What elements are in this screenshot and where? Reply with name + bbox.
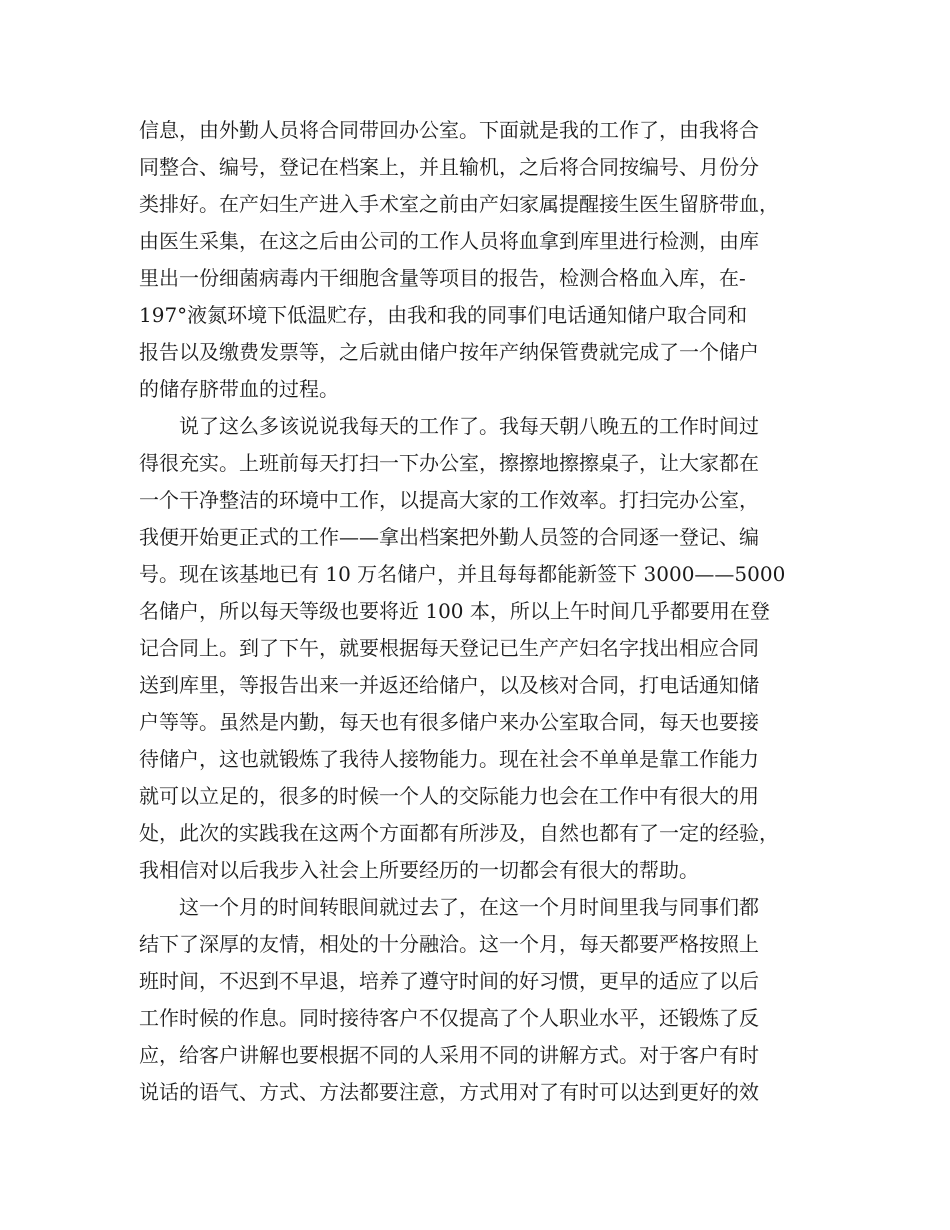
text-line: 同整合、编号，登记在档案上，并且输机，之后将合同按编号、月份分 bbox=[139, 155, 759, 179]
text-line: 户等等。虽然是内勤，每天也有很多储户来办公室取合同，每天也要接 bbox=[139, 710, 759, 734]
text-line: 待储户，这也就锻炼了我待人接物能力。现在社会不单单是靠工作能力 bbox=[139, 747, 759, 771]
text-line: 结下了深厚的友情，相处的十分融洽。这一个月，每天都要严格按照上 bbox=[139, 932, 759, 956]
paragraph-1 bbox=[139, 112, 819, 408]
text-line: 班时间，不迟到不早退，培养了遵守时间的好习惯，更早的适应了以后 bbox=[139, 969, 759, 993]
text-line: 工作时候的作息。同时接待客户不仅提高了个人职业水平，还锻炼了反 bbox=[139, 1006, 759, 1030]
text-line: 处，此次的实践我在这两个方面都有所涉及，自然也都有了一定的经验， bbox=[139, 821, 779, 845]
text-line: 号。现在该基地已有 10 万名储户，并且每每都能新签下 3000——5000 bbox=[139, 562, 786, 586]
text-line: 说了这么多该说说我每天的工作了。我每天朝八晚五的工作时间过 bbox=[179, 414, 759, 438]
paragraph-2 bbox=[139, 408, 819, 889]
text-line: 我相信对以后我步入社会上所要经历的一切都会有很大的帮助。 bbox=[139, 858, 699, 882]
text-line: 一个干净整洁的环境中工作，以提高大家的工作效率。打扫完办公室， bbox=[139, 488, 759, 512]
text-line: 记合同上。到了下午，就要根据每天登记已生产产妇名字找出相应合同 bbox=[139, 636, 759, 660]
text-line: 类排好。在产妇生产进入手术室之前由产妇家属提醒接生医生留脐带血， bbox=[139, 192, 779, 216]
text-line: 名储户，所以每天等级也要将近 100 本，所以上午时间几乎都要用在登 bbox=[139, 599, 770, 623]
text-line: 里出一份细菌病毒内干细胞含量等项目的报告，检测合格血入库，在- bbox=[139, 266, 746, 290]
text-line: 得很充实。上班前每天打扫一下办公室，擦擦地擦擦桌子，让大家都在 bbox=[139, 451, 759, 475]
body-text bbox=[139, 112, 819, 1111]
text-line: 由医生采集，在这之后由公司的工作人员将血拿到库里进行检测，由库 bbox=[139, 229, 759, 253]
paragraph-3 bbox=[139, 889, 819, 1111]
text-line: 这一个月的时间转眼间就过去了，在这一个月时间里我与同事们都 bbox=[179, 895, 759, 919]
text-line: 说话的语气、方式、方法都要注意，方式用对了有时可以达到更好的效 bbox=[139, 1080, 759, 1104]
text-line: 送到库里，等报告出来一并返还给储户，以及核对合同，打电话通知储 bbox=[139, 673, 759, 697]
text-line: 我便开始更正式的工作——拿出档案把外勤人员签的合同逐一登记、编 bbox=[139, 525, 759, 549]
text-line: 的储存脐带血的过程。 bbox=[139, 377, 339, 401]
text-line: 应，给客户讲解也要根据不同的人采用不同的讲解方式。对于客户有时 bbox=[139, 1043, 759, 1067]
text-line: 就可以立足的，很多的时候一个人的交际能力也会在工作中有很大的用 bbox=[139, 784, 759, 808]
text-line: 报告以及缴费发票等，之后就由储户按年产纳保管费就完成了一个储户 bbox=[139, 340, 759, 364]
text-line: 信息，由外勤人员将合同带回办公室。下面就是我的工作了，由我将合 bbox=[139, 118, 759, 142]
text-line: 197°液氮环境下低温贮存，由我和我的同事们电话通知储户取合同和 bbox=[139, 303, 748, 327]
